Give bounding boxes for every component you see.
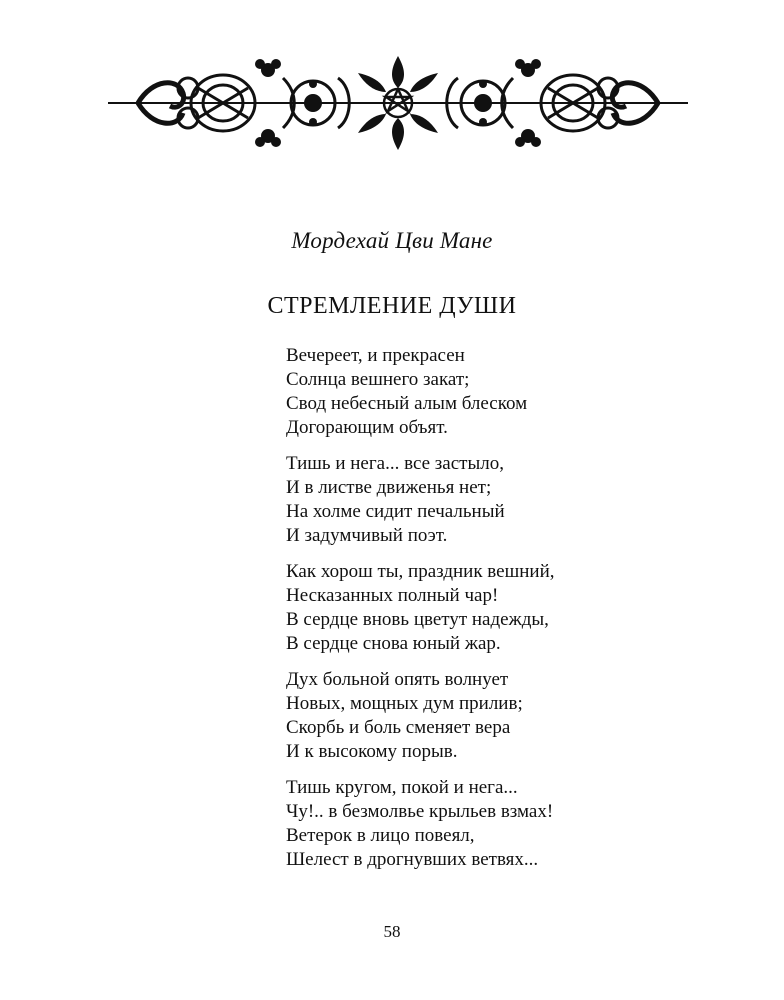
poem-line: Тишь и нега... все застыло,	[286, 453, 504, 474]
stanza	[286, 344, 686, 440]
poem-line: На холме сидит печальный	[286, 501, 505, 522]
stanza	[286, 452, 686, 548]
stanza	[286, 668, 686, 764]
poem-line: Тишь кругом, покой и нега...	[286, 777, 518, 798]
poem-title: СТРЕМЛЕНИЕ ДУШИ	[267, 293, 517, 319]
poem-line: И в листве движенья нет;	[286, 477, 492, 498]
poem-line: Несказанных полный чар!	[286, 585, 499, 606]
poem-line: Как хорош ты, праздник вешний,	[286, 561, 555, 582]
poem-line: Ветерок в лицо повеял,	[286, 825, 475, 846]
author-name: Мордехай Цви Мане	[291, 228, 493, 253]
poem-body	[286, 344, 686, 884]
stanza	[286, 776, 686, 872]
poem-line: И к высокому порыв.	[286, 741, 458, 762]
page-number: 58	[383, 922, 401, 941]
poem-line: И задумчивый поэт.	[286, 525, 448, 546]
poem-line: Дух больной опять волнует	[286, 669, 509, 690]
poem-line: В сердце вновь цветут надежды,	[286, 609, 549, 630]
poem-line: Шелест в дрогнувших ветвях...	[286, 849, 539, 870]
poem-line: Чу!.. в безмолвье крыльев взмах!	[286, 801, 554, 822]
poem-line: Новых, мощных дум прилив;	[286, 693, 523, 714]
poem-line: Вечереет, и прекрасен	[286, 345, 465, 366]
stanza	[286, 560, 686, 656]
poem-line: Свод небесный алым блеском	[286, 393, 528, 414]
decorative-ornament-icon	[108, 48, 688, 158]
poem-line: Скорбь и боль сменяет вера	[286, 717, 511, 738]
poem-line: Солнца вешнего закат;	[286, 369, 470, 390]
poem-line: В сердце снова юный жар.	[286, 633, 501, 654]
poem-line: Догорающим объят.	[286, 417, 448, 438]
